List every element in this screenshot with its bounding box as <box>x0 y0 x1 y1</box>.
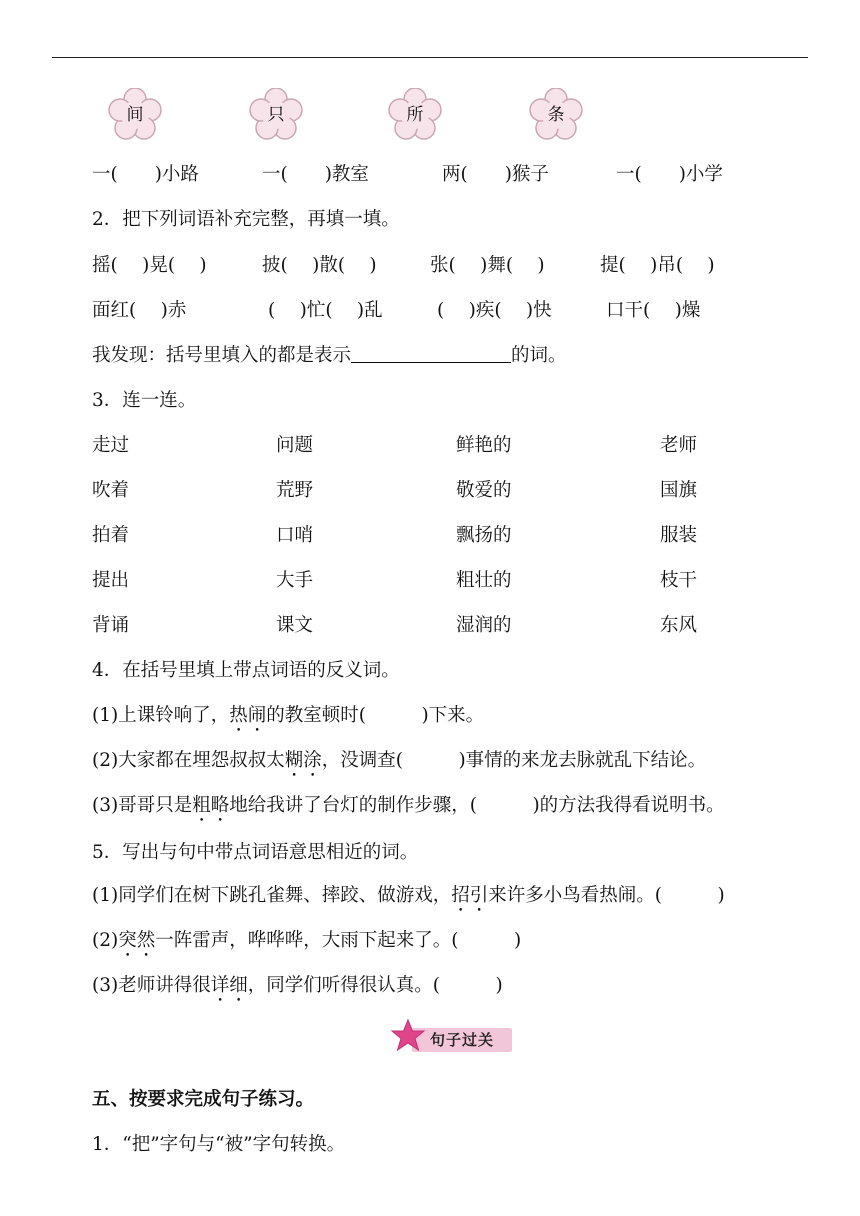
match-word: 背诵 <box>92 615 130 636</box>
sentence-text: (2)大家都在埋怨叔叔太 <box>92 750 285 771</box>
fill-item: 披( )散( ) <box>262 255 377 276</box>
sentence-text: (3)哥哥只是 <box>92 795 193 816</box>
match-word: 枝干 <box>660 570 698 591</box>
sentence-text: 一阵雷声，哗哗哗，大雨下起来了。( ) <box>155 930 522 951</box>
flower-char: 所 <box>406 105 424 125</box>
fill-item: 一( )教室 <box>262 164 369 185</box>
match-word: 拍着 <box>92 525 130 546</box>
match-word: 飘扬的 <box>456 525 512 546</box>
question-2-title: 2．把下列词语补充完整，再填一填。 <box>92 209 400 230</box>
fill-item: 一( )小学 <box>616 164 723 185</box>
section-banner <box>390 1018 514 1060</box>
sentence-text: (1)同学们在树下跳孔雀舞、摔跤、做游戏， <box>92 885 452 906</box>
discovery-prefix: 我发现：括号里填入的都是表示 <box>92 345 352 366</box>
sentence-text: (3)老师讲得很 <box>92 975 211 996</box>
fill-item: 口干( )燥 <box>606 300 701 321</box>
fill-item: 面红( )赤 <box>92 300 187 321</box>
dotted-word: 糊涂 <box>284 750 322 771</box>
fill-item: ( )疾( )快 <box>437 300 552 321</box>
question-4-title: 4．在括号里填上带点词语的反义词。 <box>92 660 400 681</box>
match-word: 走过 <box>92 435 130 456</box>
sentence <box>92 881 725 916</box>
sentence-text: 来许多小鸟看热闹。( ) <box>488 885 725 906</box>
fill-item: 两( )猴子 <box>442 164 549 185</box>
dotted-word: 粗略 <box>192 795 230 816</box>
fill-item: ( )忙( )乱 <box>268 300 383 321</box>
flower-badge <box>249 88 303 142</box>
dotted-word: 热闹 <box>229 705 267 726</box>
match-word: 口哨 <box>276 525 314 546</box>
sentence <box>92 791 725 826</box>
fill-item: 摇( )晃( ) <box>92 255 207 276</box>
dotted-word: 详细 <box>210 975 248 996</box>
question-3-title: 3．连一连。 <box>92 390 197 411</box>
match-word: 提出 <box>92 570 130 591</box>
sentence-text: ，同学们听得很认真。( ) <box>247 975 503 996</box>
flower-badge <box>388 88 442 142</box>
fill-item: 提( )吊( ) <box>600 255 715 276</box>
answer-blank[interactable] <box>351 344 511 363</box>
fill-item: 一( )小路 <box>92 164 199 185</box>
question-5-title: 5．写出与句中带点词语意思相近的词。 <box>92 842 419 863</box>
match-word: 东风 <box>660 615 698 636</box>
dotted-word: 招引 <box>451 885 489 906</box>
sentence-text: 的教室顿时( )下来。 <box>266 705 485 726</box>
match-word: 吹着 <box>92 480 130 501</box>
match-word: 粗壮的 <box>456 570 512 591</box>
match-word: 老师 <box>660 435 698 456</box>
match-word: 问题 <box>276 435 314 456</box>
sentence <box>92 971 503 1006</box>
match-word: 荒野 <box>276 480 314 501</box>
match-word: 鲜艳的 <box>456 435 512 456</box>
sentence-text: ，没调查( )事情的来龙去脉就乱下结论。 <box>321 750 707 771</box>
dotted-word: 突然 <box>118 930 156 951</box>
fill-item: 张( )舞( ) <box>430 255 545 276</box>
sentence-text: 地给我讲了台灯的制作步骤，( )的方法我得看说明书。 <box>229 795 725 816</box>
discovery-suffix: 的词。 <box>511 345 567 366</box>
banner-label: 句子过关 <box>412 1028 512 1052</box>
sentence <box>92 926 521 961</box>
star-icon <box>390 1018 430 1058</box>
match-word: 湿润的 <box>456 615 512 636</box>
flower-char: 条 <box>547 105 565 125</box>
match-word: 大手 <box>276 570 314 591</box>
flower-badge <box>529 88 583 142</box>
flower-char: 间 <box>126 105 144 125</box>
match-word: 国旗 <box>660 480 698 501</box>
sentence <box>92 701 484 736</box>
sentence-text: (1)上课铃响了， <box>92 705 230 726</box>
match-word: 服装 <box>660 525 698 546</box>
sentence <box>92 746 706 781</box>
sentence-text: (2) <box>92 930 119 951</box>
question-1-title: 1．“把”字句与“被”字句转换。 <box>92 1134 346 1155</box>
header-rule <box>52 57 808 58</box>
section-title: 五、按要求完成句子练习。 <box>92 1089 315 1110</box>
flower-badge <box>108 88 162 142</box>
flower-char: 只 <box>267 105 285 125</box>
match-word: 课文 <box>276 615 314 636</box>
measure-word-options <box>0 88 860 142</box>
discovery-line <box>92 341 567 367</box>
match-word: 敬爱的 <box>456 480 512 501</box>
